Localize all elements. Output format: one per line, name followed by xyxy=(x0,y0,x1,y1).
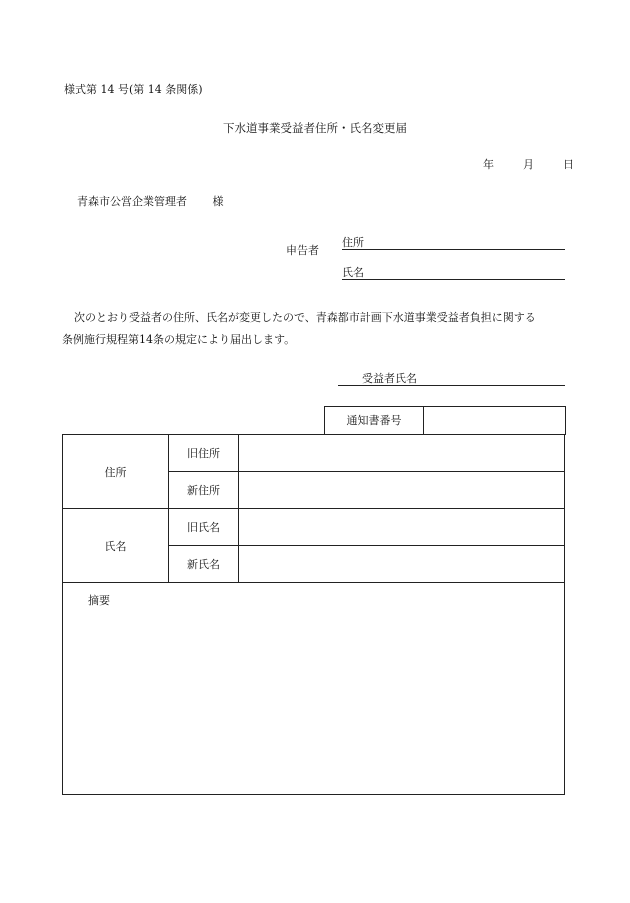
addressee-name: 青森市公営企業管理者 xyxy=(77,195,187,208)
body-line-1: 次のとおり受益者の住所、氏名が変更したので、青森都市計画下水道事業受益者負担に関する xyxy=(74,311,536,324)
date-line xyxy=(483,156,574,172)
date-day-label: 日 xyxy=(563,158,574,171)
new-name-label: 新氏名 xyxy=(169,546,239,583)
memo-area[interactable] xyxy=(63,583,565,795)
declarant-address-field[interactable] xyxy=(342,234,565,250)
form-number: 様式第 14 号(第 14 条関係) xyxy=(64,83,203,96)
new-name-input[interactable] xyxy=(239,546,565,583)
body-text xyxy=(62,307,572,351)
change-table xyxy=(62,434,565,795)
new-address-label: 新住所 xyxy=(169,472,239,509)
notice-number-input[interactable] xyxy=(424,407,565,435)
declarant-name-label: 氏名 xyxy=(342,266,364,279)
notice-number-label: 通知書番号 xyxy=(325,407,424,435)
recipient-name-field[interactable] xyxy=(338,370,565,386)
old-address-label: 旧住所 xyxy=(169,435,239,472)
declarant-label: 申告者 xyxy=(286,244,319,257)
body-line-2: 条例施行規程第14条の規定により届出します。 xyxy=(62,333,296,346)
declarant-name-field[interactable] xyxy=(342,264,565,280)
recipient-name-label: 受益者氏名 xyxy=(362,372,417,385)
new-address-input[interactable] xyxy=(239,472,565,509)
old-name-label: 旧氏名 xyxy=(169,509,239,546)
form-title: 下水道事業受益者住所・氏名変更届 xyxy=(223,121,407,135)
addressee xyxy=(77,193,224,209)
memo-label: 摘要 xyxy=(88,594,110,607)
date-year-label: 年 xyxy=(483,158,494,171)
name-group-label: 氏名 xyxy=(63,509,169,583)
date-month-label: 月 xyxy=(523,158,534,171)
address-group-label: 住所 xyxy=(63,435,169,509)
old-address-input[interactable] xyxy=(239,435,565,472)
notice-number-box xyxy=(324,406,566,435)
addressee-honorific: 様 xyxy=(212,195,224,208)
declarant-address-label: 住所 xyxy=(342,236,364,249)
old-name-input[interactable] xyxy=(239,509,565,546)
